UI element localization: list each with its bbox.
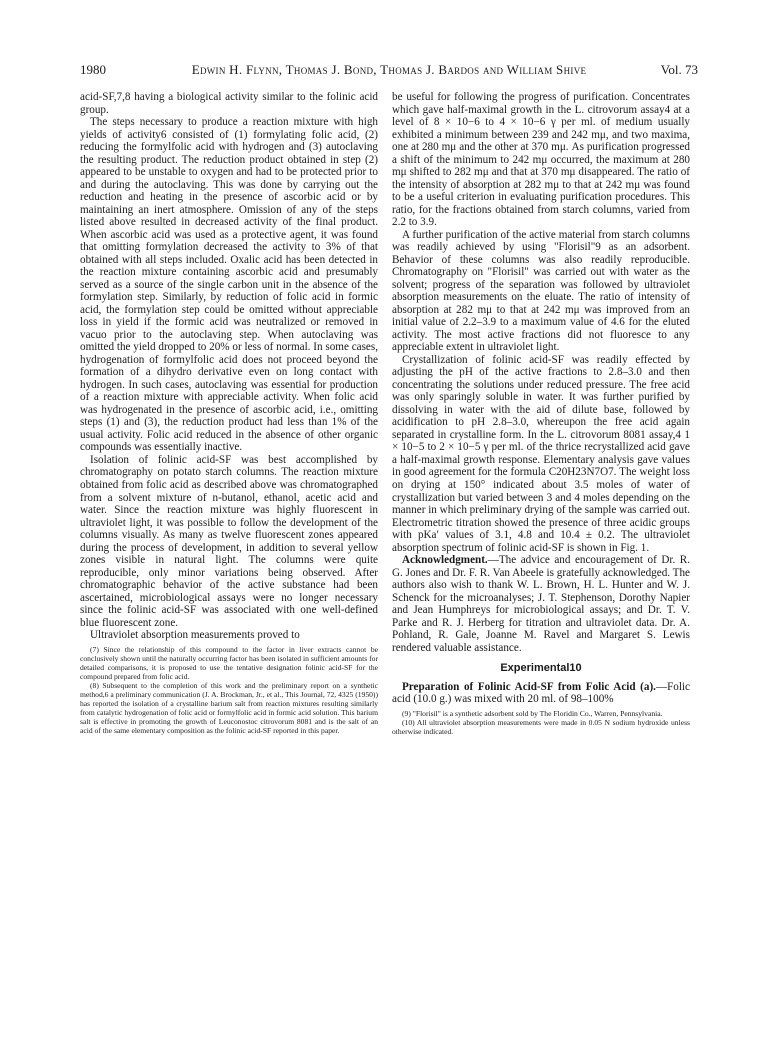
acknowledgment-text: —The advice and encouragement of Dr. R. G. Jones and Dr. F. R. Van Abeele is gratefully acknowledged. The authors also wish to thank W. L. Brown, H. L. Hunter and W. J. Schenck for the microanalyses; J. T. Stephenson, Dorothy Napier and Jean Humphreys for microbiological assays; and Dr. T. V. Parke and R. J. Herberg for titration and ultraviolet data. Dr. A. Pohland, R. Gale, Joanne M. Ravel and Margaret S. Lewis rendered valuable assistance. xyxy=(392,554,690,654)
paragraph: acid-SF,7,8 having a biological activity similar to the folinic acid group. xyxy=(80,91,378,116)
volume-label: Vol. 73 xyxy=(660,62,698,77)
left-column xyxy=(80,91,378,735)
paragraph: The steps necessary to produce a reaction mixture with high yields of activity6 consisted of (1) formylating folic acid, (2) reducing the formylfolic acid with hydrogen and (3) autoclaving the resulting product. The reduction product obtained in step (2) appeared to be unstable to oxygen and had to be protected prior to and during the autoclaving. This was done by carrying out the reduction and heating in the presence of ascorbic acid or by maintaining an inert atmosphere. Omission of any of the steps listed above resulted in decreased activity of the final product. When ascorbic acid was used as a protective agent, it was found that omitting formylation decreased the activity to 3% of that obtained with all steps included. Oxalic acid has been detected in the reaction mixture containing ascorbic acid and presumably served as a source of the single carbon unit in the absence of the formylation step. Similarly, by reduction of folic acid in formic acid, the formylation step could be omitted without appreciable loss in yield if the formic acid was neutralized or removed in vacuo prior to the autoclaving step. When autoclaving was omitted the yield dropped to 20% or less of normal. In some cases, hydrogenation of formylfolic acid does not proceed beyond the formation of a dihydro derivative even on long contact with hydrogen. In such cases, autoclaving was essential for production of a reaction mixture with appreciable activity. When folic acid was hydrogenated in the presence of ascorbic acid, i.e., omitting steps (1) and (3), the reduction product had less than 1% of the usual activity. Folic acid reduced in the absence of other organic compounds was essentially inactive. xyxy=(80,116,378,454)
paragraph: Crystallization of folinic acid-SF was readily effected by adjusting the pH of the active fractions to 2.8–3.0 and then concentrating the solutions under reduced pressure. The free acid was only sparingly soluble in water. It was further purified by dissolving in water with the aid of dilute base, followed by acidification to pH 2.8–3.0, whereupon the free acid again separated in crystalline form. In the L. citrovorum 8081 assay,4 1 × 10−5 to 2 × 10−5 γ per ml. of the thrice recrystallized acid gave a half-maximal growth response. Elementary analysis gave values in good agreement for the formula C20H23N7O7. The weight loss on drying at 150° indicated about 3.5 moles of water of crystallization but varied between 3 and 4 moles depending on the manner in which preliminary drying of the sample was carried out. Electrometric titration showed the presence of three acidic groups with pKa′ values of 3.1, 4.8 and 10.4 ± 0.2. The ultraviolet absorption spectrum of folinic acid-SF is shown in Fig. 1. xyxy=(392,353,690,554)
preparation-heading: Preparation of Folinic Acid-SF from Folic Acid (a). xyxy=(402,680,656,693)
paragraph: be useful for following the progress of purification. Concentrates which gave half-maximal growth in the L. citrovorum assay4 at a level of 8 × 10−6 to 4 × 10−6 γ per ml. of medium usually exhibited a minimum between 239 and 242 mμ, and two maxima, one at 280 mμ and the other at 370 mμ. As purification progressed a shift of the minimum to 242 mμ occurred, the maximum at 280 mμ shifted to 282 mμ and that at 370 mμ disappeared. The ratio of the intensity of absorption at 282 mμ to that at 242 mμ was found to be a useful criterion in evaluating purification procedures. This ratio, for the fractions obtained from starch columns, varied from 2.2 to 3.9. xyxy=(392,91,690,229)
footnote: (10) All ultraviolet absorption measurements were made in 0.05 N sodium hydroxide unless otherwise indicated. xyxy=(392,717,690,736)
footnote: (8) Subsequent to the completion of this work and the preliminary report on a synthetic method,6 a preliminary communication (J. A. Brockman, Jr., et al., This Journal, 72, 4325 (1950)) has reported the isolation of a crystalline barium salt from reaction mixtures resulting similarly from catalytic hydrogenation of folic acid or formylfolic acid in formic acid solution. This barium salt is effective in promoting the growth of Leuconostoc citrovorum 8081 and is the salt of an acid of the same elementary composition as the folinic acid-SF reported in this paper. xyxy=(80,680,378,736)
header-authors: Edwin H. Flynn, Thomas J. Bond, Thomas J. Bardos and William Shive xyxy=(191,62,587,77)
right-column xyxy=(392,91,690,736)
acknowledgment-paragraph xyxy=(392,554,690,654)
experimental-heading: Experimental10 xyxy=(500,662,582,675)
paragraph: Isolation of folinic acid-SF was best accomplished by chromatography on potato starch columns. The reaction mixture obtained from folic acid as described above was chromatographed from a solvent mixture of n-butanol, ethanol, acetic acid and water. Since the reaction mixture was highly fluorescent in ultraviolet light, it was possible to follow the development of the columns visually. As many as twelve fluorescent zones appeared during the process of development, in addition to several yellow zones visible in natural light. The columns were quite reproducible, only minor variations being observed. After chromatographic behavior of the active substance had been ascertained, microbiological assays were no longer necessary since the folinic acid-SF was associated with one well-defined blue fluorescent zone. xyxy=(80,453,378,629)
preparation-paragraph xyxy=(392,681,690,706)
preparation-text: —Folic acid (10.0 g.) was mixed with 20 ml. of 98–100% xyxy=(392,680,690,706)
footnote: (9) "Florisil" is a synthetic adsorbent sold by The Floridin Co., Warren, Pennsylvania. xyxy=(402,708,663,718)
paragraph: A further purification of the active material from starch columns was readily achieved by using "Florisil"9 as an adsorbent. Behavior of these columns was also readily reproducible. Chromatography on "Florisil" was carried out with water as the solvent; progress of the separation was followed by ultraviolet absorption measurements on the eluate. The ratio of intensity of absorption at 282 mμ to that at 242 mμ was improved from an initial value of 2.2–3.9 to a maximum value of 4.6 for the eluted activity. The most active fractions did not fluoresce to any appreciable extent in ultraviolet light. xyxy=(392,228,690,354)
page-number: 1980 xyxy=(80,62,106,77)
running-header xyxy=(80,62,698,80)
footnote: (7) Since the relationship of this compound to the factor in liver extracts cannot be conclusively shown until the naturally occurring factor has been isolated in sufficient amounts for detailed comparisons, it is proposed to use the tentative designation folinic acid-SF for the compound prepared from folic acid. xyxy=(80,644,378,681)
paragraph: Ultraviolet absorption measurements proved to xyxy=(90,629,300,642)
acknowledgment-heading: Acknowledgment. xyxy=(402,554,488,567)
